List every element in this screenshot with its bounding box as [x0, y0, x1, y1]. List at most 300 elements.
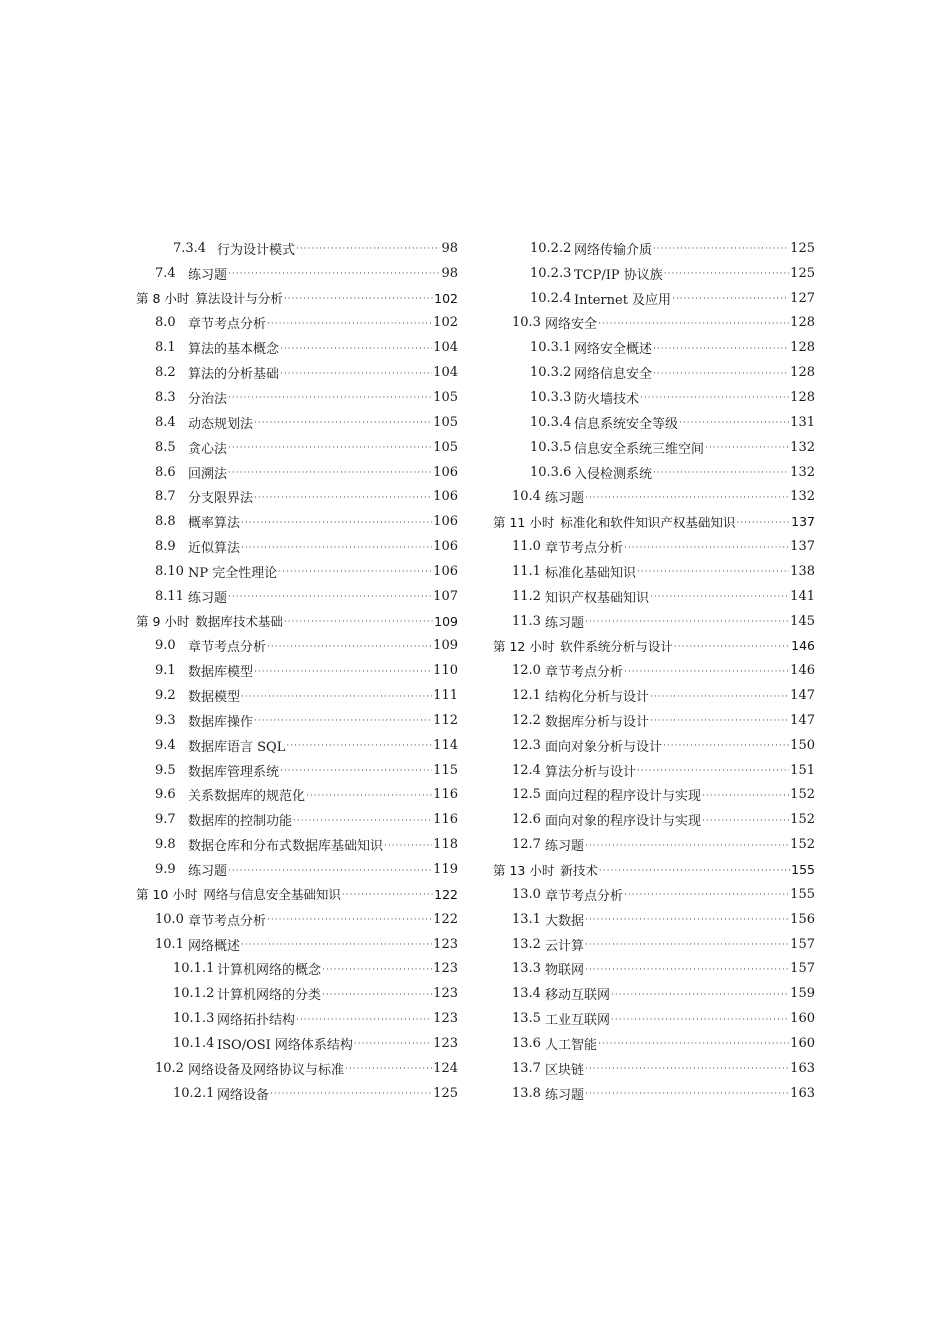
- toc-entry-page-number: 123: [433, 1035, 458, 1051]
- toc-chapter-entry[interactable]: [493, 634, 815, 659]
- toc-section-entry[interactable]: [136, 658, 458, 683]
- toc-section-entry[interactable]: [136, 683, 458, 708]
- toc-section-entry[interactable]: [136, 981, 458, 1006]
- toc-dot-leader: [672, 294, 789, 304]
- toc-entry-title: 防火墙技术: [574, 391, 640, 407]
- toc-section-entry[interactable]: [493, 708, 815, 733]
- toc-dot-leader: [736, 518, 790, 528]
- toc-dot-leader: [241, 692, 432, 702]
- toc-dot-leader: [585, 915, 789, 925]
- toc-entry-title: 动态规划法: [188, 416, 254, 432]
- toc-section-entry[interactable]: [136, 460, 458, 485]
- toc-dot-leader: [254, 667, 432, 677]
- toc-dot-leader: [664, 269, 789, 279]
- toc-chapter-entry[interactable]: [136, 882, 458, 907]
- toc-entry-page-number: 127: [790, 290, 815, 306]
- toc-dot-leader: [228, 866, 432, 876]
- toc-dot-leader: [306, 791, 432, 801]
- toc-entry-page-number: 128: [790, 389, 815, 405]
- toc-dot-leader: [599, 866, 790, 876]
- toc-entry-title: 算法设计与分析: [195, 291, 283, 307]
- toc-section-entry[interactable]: [493, 460, 815, 485]
- toc-entry-title: 信息安全系统三维空间: [574, 441, 705, 457]
- toc-section-entry[interactable]: [136, 236, 458, 261]
- toc-entry-page-number: 159: [790, 986, 815, 1002]
- toc-dot-leader: [611, 990, 789, 1000]
- toc-entry-number: 8.10: [155, 563, 184, 579]
- toc-entry-number: 8.1: [155, 340, 176, 356]
- toc-dot-leader: [585, 965, 789, 975]
- toc-dot-leader: [650, 716, 789, 726]
- toc-entry-page-number: 156: [790, 911, 815, 927]
- toc-entry-title: 近似算法: [188, 541, 241, 557]
- toc-entry-title: 数据仓库和分布式数据库基础知识: [188, 839, 384, 855]
- toc-section-entry[interactable]: [493, 484, 815, 509]
- toc-entry-number: 10.3.4: [530, 414, 572, 430]
- toc-section-entry[interactable]: [136, 559, 458, 584]
- toc-entry-page-number: 104: [433, 365, 458, 381]
- toc-dot-leader: [384, 841, 432, 851]
- toc-entry-number: 13.2: [512, 936, 541, 952]
- toc-section-entry[interactable]: [493, 956, 815, 981]
- toc-dot-leader: [653, 369, 789, 379]
- toc-section-entry[interactable]: [493, 335, 815, 360]
- toc-dot-leader: [241, 518, 432, 528]
- toc-section-entry[interactable]: [136, 410, 458, 435]
- toc-section-entry[interactable]: [136, 360, 458, 385]
- toc-entry-title: 结构化分析与设计: [545, 690, 650, 706]
- toc-entry-page-number: 157: [790, 961, 815, 977]
- toc-entry-number: 10.1.2: [173, 986, 215, 1002]
- toc-dot-leader: [322, 990, 432, 1000]
- toc-dot-leader: [228, 468, 432, 478]
- toc-dot-leader: [598, 1039, 789, 1049]
- toc-entry-title: 章节考点分析: [545, 541, 624, 557]
- toc-section-entry[interactable]: [136, 832, 458, 857]
- toc-section-entry[interactable]: [493, 658, 815, 683]
- toc-entry-number: 13.3: [512, 961, 541, 977]
- toc-section-entry[interactable]: [136, 807, 458, 832]
- toc-entry-title: 章节考点分析: [545, 665, 624, 681]
- toc-entry-page-number: 151: [790, 762, 815, 778]
- toc-section-entry[interactable]: [136, 857, 458, 882]
- toc-dot-leader: [342, 890, 433, 900]
- toc-entry-page-number: 123: [433, 936, 458, 952]
- toc-dot-leader: [653, 468, 789, 478]
- toc-entry-title: 概率算法: [188, 516, 241, 532]
- toc-entry-page-number: 132: [790, 464, 815, 480]
- toc-dot-leader: [702, 816, 789, 826]
- toc-entry-title: 练习题: [545, 839, 585, 855]
- toc-dot-leader: [254, 418, 432, 428]
- toc-entry-page-number: 146: [790, 663, 815, 679]
- toc-entry-page-number: 157: [790, 936, 815, 952]
- toc-entry-title: 行为设计模式: [217, 242, 296, 258]
- toc-section-entry[interactable]: [493, 1031, 815, 1056]
- toc-entry-title: 入侵检测系统: [574, 466, 653, 482]
- toc-entry-page-number: 152: [790, 812, 815, 828]
- toc-section-entry[interactable]: [136, 1056, 458, 1081]
- toc-entry-number: 10.3.3: [530, 389, 572, 405]
- toc-entry-number: 8.8: [155, 514, 176, 530]
- toc-section-entry[interactable]: [136, 534, 458, 559]
- toc-dot-leader: [241, 940, 432, 950]
- toc-entry-number: 10.1.4: [173, 1035, 215, 1051]
- toc-entry-number: 9.6: [155, 787, 176, 803]
- toc-section-entry[interactable]: [493, 261, 815, 286]
- toc-dot-leader: [598, 319, 789, 329]
- toc-dot-leader: [267, 642, 432, 652]
- toc-section-entry[interactable]: [493, 385, 815, 410]
- toc-entry-page-number: 122: [433, 911, 458, 927]
- toc-entry-number: 10.3.5: [530, 439, 572, 455]
- toc-entry-page-number: 106: [433, 489, 458, 505]
- toc-dot-leader: [354, 1039, 432, 1049]
- toc-entry-title: ISO/OSI 网络体系结构: [217, 1037, 353, 1053]
- toc-dot-leader: [624, 667, 789, 677]
- toc-dot-leader: [267, 319, 432, 329]
- toc-entry-page-number: 116: [433, 812, 458, 828]
- toc-section-entry[interactable]: [136, 1006, 458, 1031]
- toc-entry-page-number: 131: [790, 414, 815, 430]
- toc-entry-page-number: 111: [433, 688, 458, 704]
- toc-entry-page-number: 128: [790, 365, 815, 381]
- toc-entry-number: 10.3.2: [530, 365, 572, 381]
- toc-dot-leader: [254, 493, 432, 503]
- toc-section-entry[interactable]: [136, 634, 458, 659]
- toc-entry-title: 数据库技术基础: [195, 614, 283, 630]
- toc-chapter-entry[interactable]: [493, 857, 815, 882]
- toc-section-entry[interactable]: [493, 286, 815, 311]
- toc-entry-page-number: 109: [433, 638, 458, 654]
- toc-entry-page-number: 155: [790, 886, 815, 902]
- toc-entry-number: 11.3: [512, 613, 541, 629]
- toc-entry-page-number: 104: [433, 340, 458, 356]
- toc-dot-leader: [284, 617, 433, 627]
- toc-entry-page-number: 122: [434, 886, 458, 902]
- toc-section-entry[interactable]: [136, 335, 458, 360]
- toc-section-entry[interactable]: [493, 1056, 815, 1081]
- toc-entry-title: 数据库操作: [188, 714, 254, 730]
- toc-entry-page-number: 98: [441, 265, 458, 281]
- toc-entry-page-number: 106: [433, 464, 458, 480]
- toc-entry-number: 12.2: [512, 712, 541, 728]
- toc-entry-title: 物联网: [545, 963, 585, 979]
- toc-dot-leader: [228, 269, 440, 279]
- toc-entry-title: 网络拓扑结构: [217, 1013, 296, 1029]
- toc-dot-leader: [585, 940, 789, 950]
- toc-entry-number: 8.11: [155, 588, 184, 604]
- toc-dot-leader: [585, 493, 789, 503]
- toc-entry-number: 第 13 小时: [493, 862, 555, 878]
- toc-entry-page-number: 123: [433, 961, 458, 977]
- toc-entry-page-number: 115: [433, 762, 458, 778]
- toc-entry-number: 第 11 小时: [493, 514, 555, 530]
- toc-entry-title: 练习题: [188, 864, 228, 880]
- toc-entry-title: NP 完全性理论: [188, 565, 278, 581]
- toc-entry-page-number: 105: [433, 414, 458, 430]
- toc-entry-page-number: 105: [433, 439, 458, 455]
- toc-entry-number: 8.3: [155, 389, 176, 405]
- toc-entry-title: 网络设备及网络协议与标准: [188, 1062, 345, 1078]
- toc-entry-title: 信息系统安全等级: [574, 416, 679, 432]
- toc-entry-number: 13.1: [512, 911, 541, 927]
- toc-entry-number: 10.1: [155, 936, 184, 952]
- toc-dot-leader: [296, 244, 440, 254]
- toc-entry-title: 面向对象的程序设计与实现: [545, 814, 702, 830]
- toc-entry-title: 数据库的控制功能: [188, 814, 293, 830]
- toc-entry-page-number: 147: [790, 688, 815, 704]
- toc-section-entry[interactable]: [136, 1031, 458, 1056]
- toc-entry-title: 网络传输介质: [574, 242, 653, 258]
- toc-dot-leader: [585, 1089, 789, 1099]
- toc-dot-leader: [322, 965, 432, 975]
- toc-dot-leader: [640, 393, 789, 403]
- toc-entry-page-number: 118: [433, 837, 458, 853]
- toc-dot-leader: [674, 642, 790, 652]
- toc-section-entry[interactable]: [136, 584, 458, 609]
- toc-entry-title: 练习题: [188, 267, 228, 283]
- toc-dot-leader: [611, 1015, 789, 1025]
- toc-entry-title: 分治法: [188, 391, 228, 407]
- toc-entry-number: 11.1: [512, 563, 541, 579]
- toc-entry-title: 知识产权基础知识: [545, 590, 650, 606]
- toc-entry-page-number: 152: [790, 837, 815, 853]
- toc-entry-page-number: 163: [790, 1060, 815, 1076]
- toc-entry-number: 10.0: [155, 911, 184, 927]
- toc-dot-leader: [705, 443, 789, 453]
- toc-section-entry[interactable]: [136, 956, 458, 981]
- toc-entry-page-number: 125: [790, 240, 815, 256]
- toc-section-entry[interactable]: [493, 932, 815, 957]
- toc-entry-title: 分支限界法: [188, 491, 254, 507]
- toc-entry-number: 12.6: [512, 812, 541, 828]
- toc-entry-title: 算法的基本概念: [188, 342, 280, 358]
- toc-entry-number: 11.2: [512, 588, 541, 604]
- toc-section-entry[interactable]: [136, 311, 458, 336]
- toc-dot-leader: [653, 244, 789, 254]
- toc-section-entry[interactable]: [493, 609, 815, 634]
- toc-entry-title: 数据模型: [188, 690, 241, 706]
- toc-section-entry[interactable]: [493, 783, 815, 808]
- toc-entry-number: 10.1.1: [173, 961, 215, 977]
- toc-dot-leader: [585, 1064, 789, 1074]
- toc-entry-number: 9.8: [155, 837, 176, 853]
- toc-entry-number: 12.7: [512, 837, 541, 853]
- toc-section-entry[interactable]: [493, 907, 815, 932]
- toc-entry-number: 9.3: [155, 712, 176, 728]
- toc-entry-title: 练习题: [545, 491, 585, 507]
- toc-entry-title: 章节考点分析: [188, 913, 267, 929]
- toc-entry-title: 网络安全概述: [574, 342, 653, 358]
- toc-section-entry[interactable]: [136, 385, 458, 410]
- toc-section-entry[interactable]: [493, 1006, 815, 1031]
- toc-entry-title: 面向对象分析与设计: [545, 739, 663, 755]
- toc-entry-number: 8.9: [155, 539, 176, 555]
- toc-entry-title: 计算机网络的分类: [217, 988, 322, 1004]
- toc-entry-page-number: 106: [433, 539, 458, 555]
- toc-entry-page-number: 160: [790, 1011, 815, 1027]
- toc-section-entry[interactable]: [493, 882, 815, 907]
- toc-section-entry[interactable]: [493, 733, 815, 758]
- toc-dot-leader: [637, 766, 789, 776]
- toc-section-entry[interactable]: [493, 981, 815, 1006]
- toc-entry-number: 8.0: [155, 315, 176, 331]
- toc-entry-page-number: 160: [790, 1035, 815, 1051]
- toc-section-entry[interactable]: [493, 236, 815, 261]
- toc-entry-number: 10.2.3: [530, 265, 572, 281]
- toc-dot-leader: [254, 716, 432, 726]
- toc-entry-number: 12.0: [512, 663, 541, 679]
- toc-entry-page-number: 132: [790, 439, 815, 455]
- toc-dot-leader: [345, 1064, 432, 1074]
- toc-dot-leader: [241, 543, 432, 553]
- toc-entry-page-number: 138: [790, 563, 815, 579]
- toc-entry-number: 8.6: [155, 464, 176, 480]
- toc-entry-title: 人工智能: [545, 1037, 598, 1053]
- toc-entry-page-number: 124: [433, 1060, 458, 1076]
- toc-entry-title: 练习题: [188, 590, 228, 606]
- toc-entry-number: 10.2.1: [173, 1085, 215, 1101]
- toc-dot-leader: [228, 592, 432, 602]
- toc-section-entry[interactable]: [493, 435, 815, 460]
- toc-entry-page-number: 123: [433, 986, 458, 1002]
- toc-entry-page-number: 128: [790, 315, 815, 331]
- toc-section-entry[interactable]: [136, 932, 458, 957]
- toc-section-entry[interactable]: [136, 1081, 458, 1106]
- toc-entry-page-number: 106: [433, 514, 458, 530]
- toc-entry-page-number: 150: [790, 737, 815, 753]
- toc-dot-leader: [278, 567, 432, 577]
- toc-left-column: [136, 236, 458, 1106]
- toc-entry-number: 10.2.4: [530, 290, 572, 306]
- toc-dot-leader: [228, 393, 432, 403]
- toc-entry-number: 9.2: [155, 688, 176, 704]
- toc-entry-page-number: 106: [433, 563, 458, 579]
- toc-dot-leader: [702, 791, 789, 801]
- toc-right-column: [493, 236, 815, 1106]
- toc-section-entry[interactable]: [493, 584, 815, 609]
- toc-entry-title: 算法的分析基础: [188, 367, 280, 383]
- toc-section-entry[interactable]: [493, 559, 815, 584]
- toc-dot-leader: [284, 294, 433, 304]
- toc-entry-title: 数据库语言 SQL: [188, 739, 286, 755]
- toc-entry-number: 12.1: [512, 688, 541, 704]
- toc-entry-number: 10.3: [512, 315, 541, 331]
- toc-entry-title: 标准化基础知识: [545, 565, 637, 581]
- toc-entry-number: 第 12 小时: [493, 638, 555, 654]
- toc-entry-page-number: 155: [791, 862, 815, 878]
- toc-entry-page-number: 110: [433, 663, 458, 679]
- toc-entry-page-number: 109: [434, 613, 458, 629]
- toc-entry-number: 13.7: [512, 1060, 541, 1076]
- toc-entry-title: 数据库分析与设计: [545, 714, 650, 730]
- toc-dot-leader: [624, 890, 789, 900]
- toc-chapter-entry[interactable]: [136, 286, 458, 311]
- toc-entry-title: 数据库模型: [188, 665, 254, 681]
- toc-entry-number: 第 8 小时: [136, 291, 190, 307]
- toc-section-entry[interactable]: [136, 261, 458, 286]
- toc-entry-title: 章节考点分析: [188, 640, 267, 656]
- toc-entry-page-number: 146: [791, 638, 815, 654]
- toc-dot-leader: [650, 692, 789, 702]
- toc-section-entry[interactable]: [136, 907, 458, 932]
- toc-entry-title: 算法分析与设计: [545, 764, 637, 780]
- toc-entry-page-number: 123: [433, 1011, 458, 1027]
- toc-section-entry[interactable]: [493, 410, 815, 435]
- toc-dot-leader: [228, 443, 432, 453]
- toc-entry-page-number: 145: [790, 613, 815, 629]
- toc-section-entry[interactable]: [136, 509, 458, 534]
- toc-entry-page-number: 102: [433, 315, 458, 331]
- toc-entry-number: 10.4: [512, 489, 541, 505]
- toc-dot-leader: [624, 543, 789, 553]
- toc-entry-title: 网络设备: [217, 1087, 270, 1103]
- toc-dot-leader: [585, 841, 789, 851]
- toc-section-entry[interactable]: [493, 758, 815, 783]
- toc-entry-title: 新技术: [560, 862, 598, 878]
- toc-entry-number: 13.5: [512, 1011, 541, 1027]
- toc-dot-leader: [286, 741, 432, 751]
- toc-entry-page-number: 105: [433, 389, 458, 405]
- toc-section-entry[interactable]: [136, 733, 458, 758]
- toc-entry-page-number: 152: [790, 787, 815, 803]
- toc-entry-page-number: 163: [790, 1085, 815, 1101]
- toc-section-entry[interactable]: [493, 832, 815, 857]
- toc-entry-page-number: 112: [433, 712, 458, 728]
- toc-section-entry[interactable]: [136, 435, 458, 460]
- toc-entry-number: 8.2: [155, 365, 176, 381]
- toc-entry-number: 9.5: [155, 762, 176, 778]
- toc-section-entry[interactable]: [136, 484, 458, 509]
- toc-entry-number: 12.5: [512, 787, 541, 803]
- toc-entry-page-number: 102: [434, 290, 458, 306]
- toc-entry-number: 13.8: [512, 1085, 541, 1101]
- toc-entry-number: 9.0: [155, 638, 176, 654]
- toc-entry-number: 10.3.6: [530, 464, 572, 480]
- toc-entry-title: 练习题: [545, 1087, 585, 1103]
- toc-dot-leader: [679, 418, 789, 428]
- toc-dot-leader: [653, 344, 789, 354]
- toc-section-entry[interactable]: [493, 807, 815, 832]
- toc-dot-leader: [663, 741, 789, 751]
- toc-entry-page-number: 98: [441, 240, 458, 256]
- toc-chapter-entry[interactable]: [136, 609, 458, 634]
- toc-entry-number: 13.6: [512, 1035, 541, 1051]
- toc-section-entry[interactable]: [136, 708, 458, 733]
- toc-section-entry[interactable]: [493, 360, 815, 385]
- toc-section-entry[interactable]: [493, 311, 815, 336]
- toc-section-entry[interactable]: [136, 758, 458, 783]
- toc-section-entry[interactable]: [493, 683, 815, 708]
- toc-dot-leader: [637, 567, 789, 577]
- toc-entry-number: 9.4: [155, 737, 176, 753]
- toc-entry-title: 网络安全: [545, 317, 598, 333]
- toc-entry-number: 第 9 小时: [136, 614, 190, 630]
- toc-entry-number: 9.7: [155, 812, 176, 828]
- toc-dot-leader: [267, 915, 432, 925]
- toc-entry-page-number: 132: [790, 489, 815, 505]
- toc-entry-page-number: 125: [790, 265, 815, 281]
- toc-entry-page-number: 119: [433, 862, 458, 878]
- toc-entry-page-number: 116: [433, 787, 458, 803]
- toc-entry-title: 移动互联网: [545, 988, 611, 1004]
- toc-section-entry[interactable]: [493, 534, 815, 559]
- toc-section-entry[interactable]: [493, 1081, 815, 1106]
- toc-chapter-entry[interactable]: [493, 509, 815, 534]
- toc-entry-title: 区块链: [545, 1062, 585, 1078]
- toc-section-entry[interactable]: [136, 783, 458, 808]
